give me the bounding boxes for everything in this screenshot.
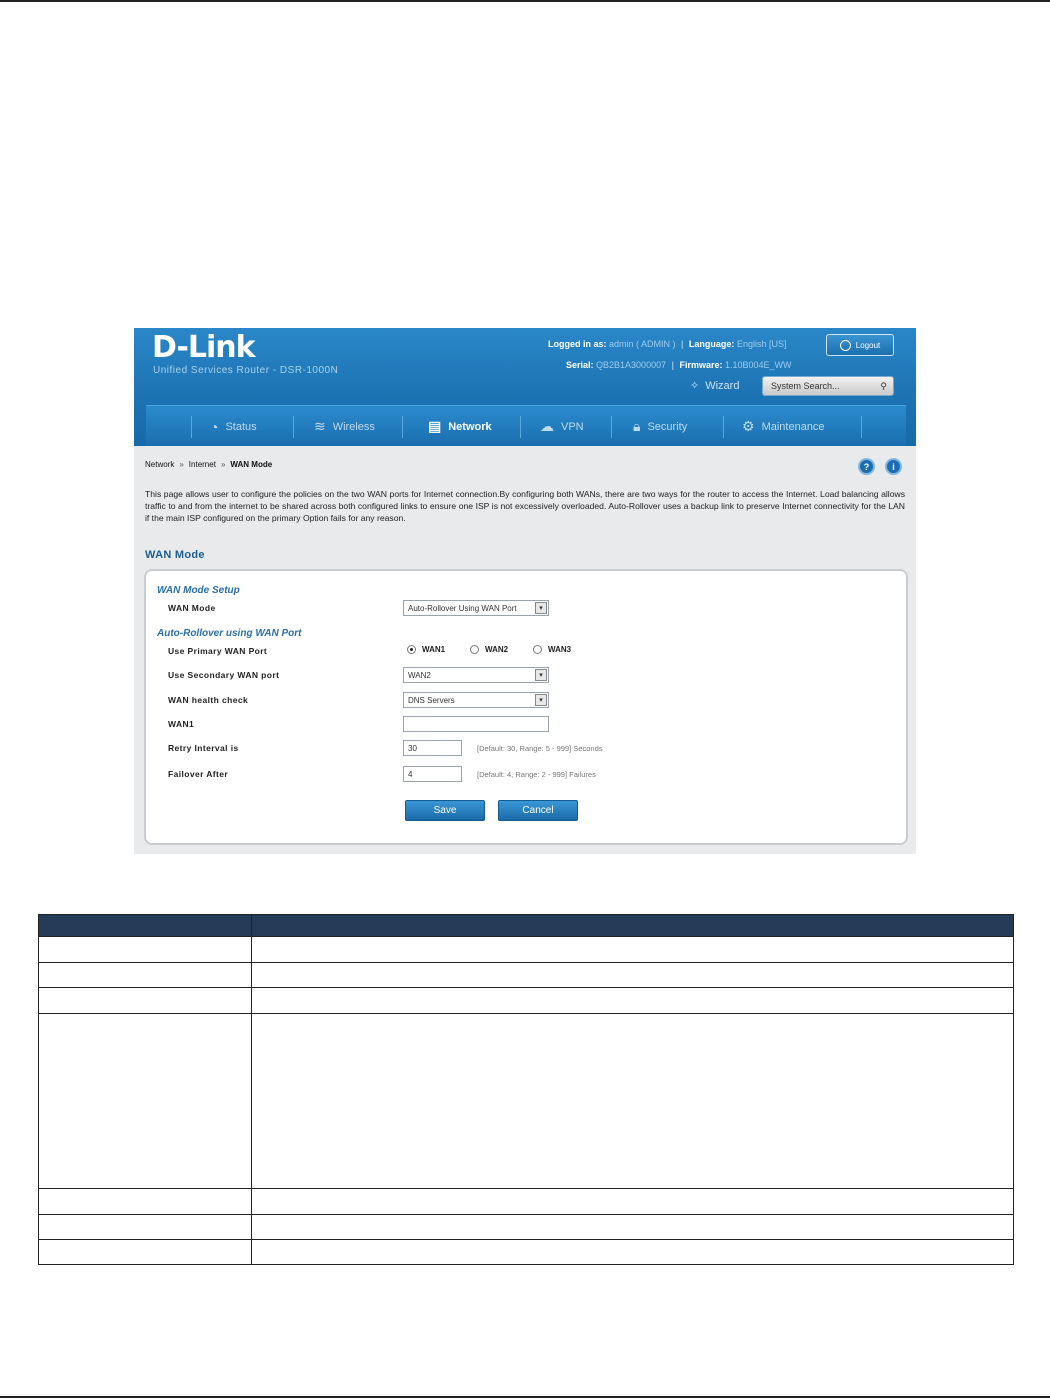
field-description-table xyxy=(38,914,1014,1265)
network-icon: ▤ xyxy=(428,418,442,434)
router-model-subtitle: Unified Services Router - DSR-1000N xyxy=(153,365,339,376)
wizard-link[interactable] xyxy=(690,379,739,392)
radio-wan2-label: WAN2 xyxy=(485,645,509,654)
gears-icon: ⚙ xyxy=(742,418,755,434)
radio-wan1-dot[interactable] xyxy=(407,645,416,654)
breadcrumb-internet[interactable]: Internet xyxy=(188,460,216,469)
language-label: Language: xyxy=(688,339,735,349)
wan-mode-label: WAN Mode xyxy=(168,603,216,613)
page-description: This page allows user to configure the policies on the two WAN ports for Internet connection.By configuring both WANs, there are two ways for the router to access the Internet. Load balancing allows traffic to and from the internet to be shared across both configured links to ensure one ISP is not excessively overloaded. Auto-Rollover uses a backup link to preserve Internet connectivity for the LAN if the main ISP configured on the primary Option fails for any reason. xyxy=(145,489,905,523)
nav-item-network[interactable] xyxy=(428,406,492,447)
radio-wan2-dot[interactable] xyxy=(470,645,479,654)
logged-in-user: admin ( ADMIN ) xyxy=(609,339,676,349)
dlink-logo: D-Link xyxy=(152,330,255,365)
chevron-down-icon: ▾ xyxy=(535,669,547,681)
table-row xyxy=(39,936,1013,937)
radio-wan3-dot[interactable] xyxy=(533,645,542,654)
table-row xyxy=(39,962,1013,963)
router-ui-screenshot xyxy=(134,328,916,854)
nav-network-label: Network xyxy=(448,420,492,433)
router-header xyxy=(134,328,916,446)
search-icon[interactable]: ⚲ xyxy=(880,380,887,391)
wan-mode-form xyxy=(144,569,908,845)
wizard-wand-icon: ✧ xyxy=(690,380,700,392)
gauge-icon: ◔ xyxy=(210,418,219,435)
table-row xyxy=(39,1214,1013,1215)
health-check-select[interactable] xyxy=(403,692,549,708)
serial-label: Serial: xyxy=(566,360,594,370)
group-wan-mode-setup: WAN Mode Setup xyxy=(157,585,240,596)
logout-label: Logout xyxy=(855,340,881,350)
secondary-wan-select[interactable] xyxy=(403,667,549,683)
wan-mode-select[interactable] xyxy=(403,600,549,616)
retry-interval-input[interactable]: 30 xyxy=(403,740,462,756)
info-icon[interactable]: i xyxy=(885,458,902,475)
system-search-placeholder: System Search... xyxy=(771,381,840,391)
nav-security-label: Security xyxy=(647,420,688,433)
table-row xyxy=(39,1013,1013,1014)
nav-item-vpn[interactable] xyxy=(540,406,584,447)
retry-interval-label: Retry Interval is xyxy=(168,743,239,753)
page-bottom-rule xyxy=(0,1396,1050,1398)
nav-item-maintenance[interactable] xyxy=(742,406,825,447)
table-row xyxy=(39,1239,1013,1240)
section-title: WAN Mode xyxy=(145,549,205,561)
wan-mode-value: Auto-Rollover Using WAN Port xyxy=(408,603,517,613)
page-top-rule xyxy=(0,0,1050,2)
nav-item-security[interactable] xyxy=(633,406,687,447)
main-nav xyxy=(146,405,906,446)
help-icon[interactable]: ? xyxy=(858,458,875,475)
save-button[interactable]: Save xyxy=(405,800,485,821)
nav-wireless-label: Wireless xyxy=(332,420,375,433)
breadcrumb-network[interactable]: Network xyxy=(145,460,175,469)
language-value[interactable]: English [US] xyxy=(736,339,787,349)
chevron-down-icon: ▾ xyxy=(535,602,547,614)
nav-maintenance-label: Maintenance xyxy=(761,420,825,433)
power-icon xyxy=(840,340,851,351)
wifi-icon: ≋ xyxy=(314,418,326,434)
nav-item-wireless[interactable] xyxy=(314,406,375,447)
failover-input[interactable]: 4 xyxy=(403,766,462,782)
radio-wan2[interactable] xyxy=(470,645,508,654)
primary-wan-label: Use Primary WAN Port xyxy=(168,646,268,656)
system-search-input[interactable] xyxy=(762,376,894,396)
cancel-button[interactable]: Cancel xyxy=(498,800,578,821)
nav-item-status[interactable] xyxy=(210,406,257,447)
radio-wan3-label: WAN3 xyxy=(548,645,572,654)
group-auto-rollover: Auto-Rollover using WAN Port xyxy=(157,628,302,639)
nav-vpn-label: VPN xyxy=(561,420,584,433)
table-row xyxy=(39,987,1013,988)
failover-label: Failover After xyxy=(168,769,229,779)
wizard-label: Wizard xyxy=(705,379,740,392)
health-check-label: WAN health check xyxy=(168,695,249,705)
chevron-down-icon: ▾ xyxy=(535,694,547,706)
breadcrumb: Network » Internet » WAN Mode xyxy=(145,460,273,469)
nav-status-label: Status xyxy=(225,420,257,433)
cloud-icon: ☁ xyxy=(540,418,554,434)
secondary-wan-label: Use Secondary WAN port xyxy=(168,670,280,680)
lock-icon: 🔒︎ xyxy=(633,418,641,434)
firmware-label: Firmware: xyxy=(679,360,723,370)
table-header xyxy=(39,915,1013,936)
health-check-value: DNS Servers xyxy=(408,695,455,705)
wan1-input[interactable] xyxy=(403,716,549,732)
retry-interval-hint: [Default: 30, Range: 5 - 999] Seconds xyxy=(477,744,603,753)
wan1-label: WAN1 xyxy=(168,719,195,729)
breadcrumb-wan-mode: WAN Mode xyxy=(230,460,273,469)
serial-value: QB2B1A3000007 xyxy=(596,360,667,370)
radio-wan1[interactable] xyxy=(407,645,445,654)
table-row xyxy=(39,1188,1013,1189)
radio-wan3[interactable] xyxy=(533,645,571,654)
logout-button[interactable] xyxy=(826,334,894,356)
failover-hint: [Default: 4, Range: 2 - 999] Failures xyxy=(477,770,596,779)
firmware-value: 1.10B004E_WW xyxy=(725,360,792,370)
login-info: Logged in as: admin ( ADMIN ) | Language: English [US] xyxy=(548,339,787,349)
device-info: Serial: QB2B1A3000007 | Firmware: 1.10B004E_WW xyxy=(566,360,792,370)
radio-wan1-label: WAN1 xyxy=(422,645,446,654)
logged-in-label: Logged in as: xyxy=(548,339,607,349)
secondary-wan-value: WAN2 xyxy=(408,670,431,680)
table-column-divider xyxy=(251,915,252,1264)
